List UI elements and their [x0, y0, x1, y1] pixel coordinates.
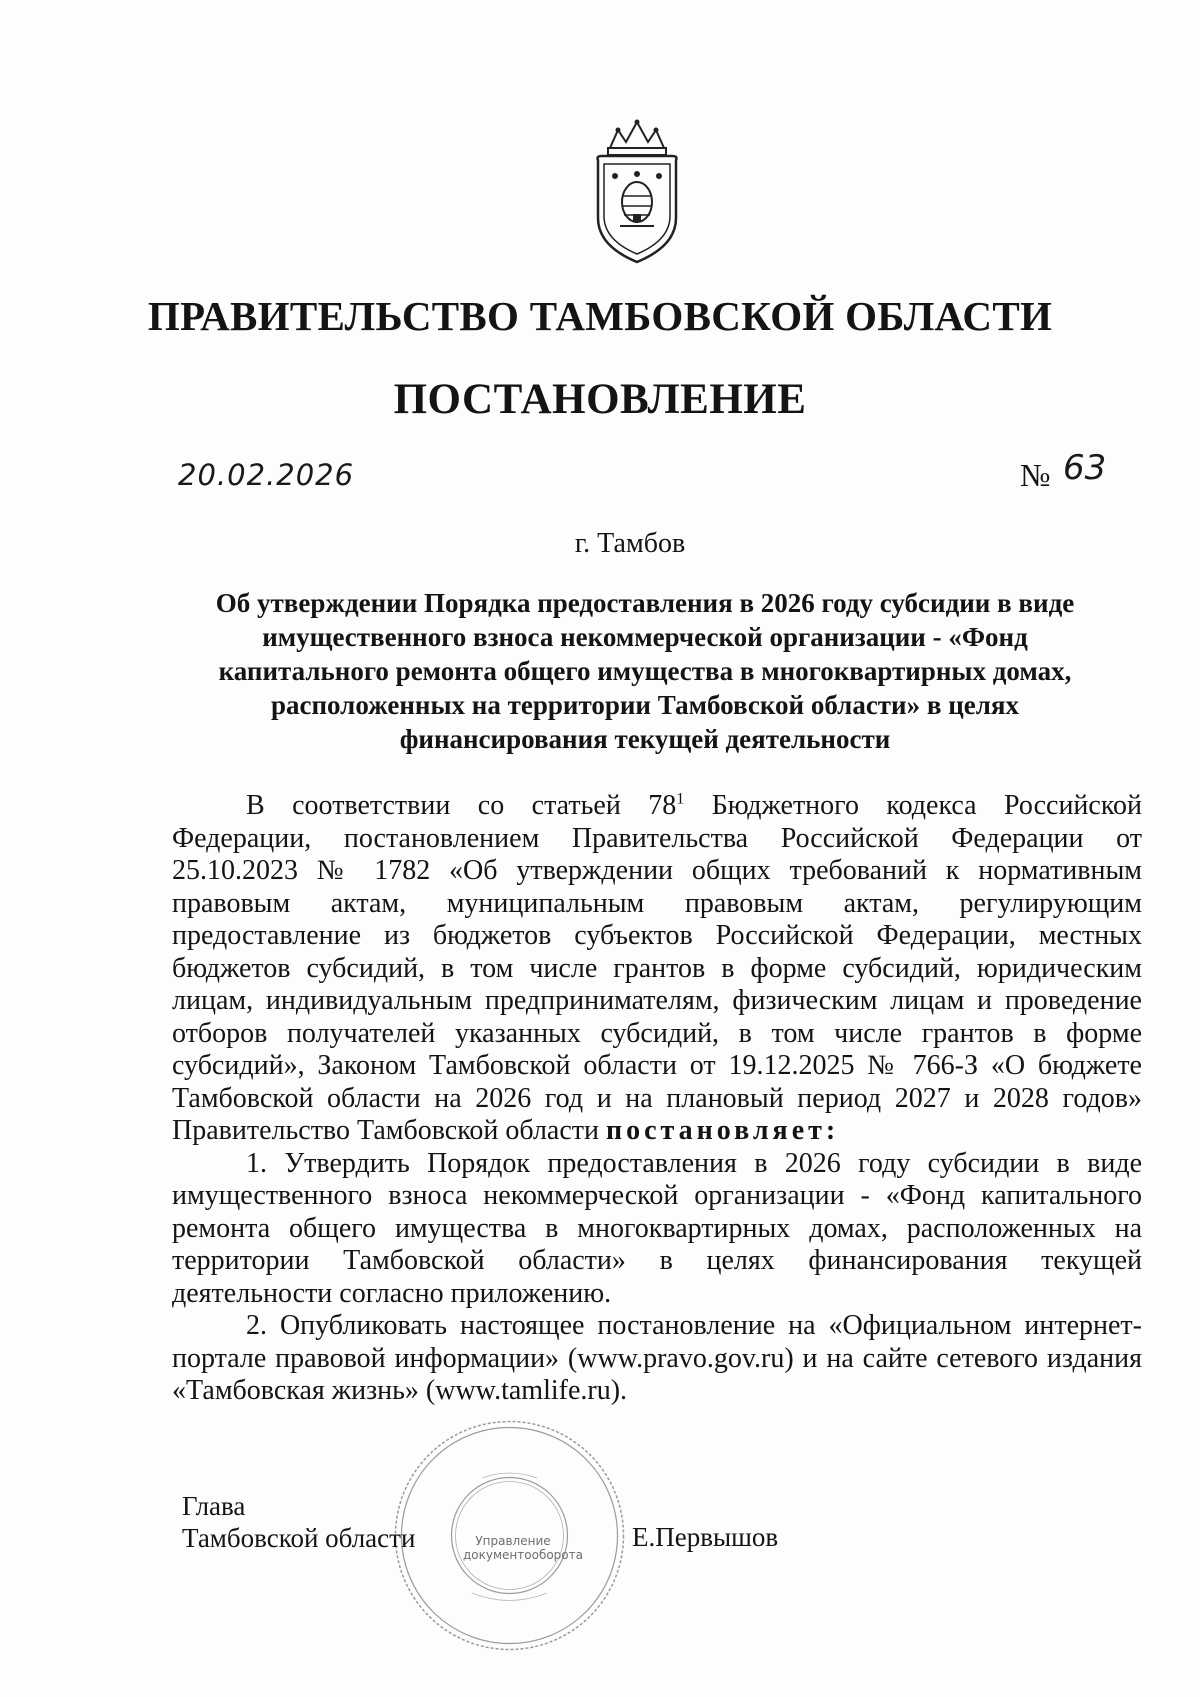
- seal-inner-text: Управление документооборота: [463, 1534, 583, 1562]
- city: г. Тамбов: [574, 528, 686, 559]
- document-kind: ПОСТАНОВЛЕНИЕ: [393, 376, 807, 423]
- signatory-post-line-2: Тамбовской области: [182, 1523, 416, 1553]
- coat-of-arms-icon: [590, 118, 684, 266]
- preamble-text-end: Бюджетного кодекса Российской Федерации, постановлением Правительства Российской Федерации от 25.10.2023 № 1782 «Об утверждении общих требований к нормативным правовым актам, муниципальным правовым актам, регулирующим предоставление из бюджетов субъектов Российской Федерации, местных бюджетов субсидий, в том числе грантов в форме субсидий, юридическим лицам, индивидуальным предпринимателям, физическим лицам и проведение отборов получателей указанных субсидий, в том числе грантов в форме субсидий», Законом Тамбовской области от 19.12.2025 № 766-З «О бюджете Тамбовской области на 2026 год и на плановый период 2027 и 2028 годов» Правительство Тамбовской области: [172, 790, 1142, 1146]
- preamble-paragraph: [172, 790, 1142, 1148]
- document-body: [172, 790, 1142, 1408]
- signatory-post: [182, 1490, 415, 1554]
- document-title: Об утверждении Порядка предоставления в 2026 году субсидии в виде имущественного взноса некоммерческой организации - «Фонд капитального ремонта общего имущества в многоквартирных домах, расположенных на территории Тамбовской области» в целях финансирования текущей деятельности: [215, 588, 1075, 754]
- item-1-paragraph: 1. Утвердить Порядок предоставления в 2026 году субсидии в виде имущественного взноса некоммерческой организации - «Фонд капитального ремонта общего имущества в многоквартирных домах, расположенных на территории Тамбовской области» в целях финансирования текущей деятельности согласно приложению.: [172, 1147, 1142, 1309]
- signatory-name: Е.Первышов: [632, 1522, 779, 1552]
- document-number: 63: [1063, 448, 1107, 488]
- article-superscript: 1: [676, 790, 685, 808]
- organization-title: ПРАВИТЕЛЬСТВО ТАМБОВСКОЙ ОБЛАСТИ: [147, 293, 1053, 339]
- preamble-text-start: В соответствии со статьей 78: [246, 790, 677, 821]
- document-date: 20.02.2026: [178, 458, 355, 492]
- number-label: №: [1020, 457, 1051, 493]
- signatory-post-line-1: Глава: [182, 1491, 246, 1521]
- preamble-action: постановляет:: [606, 1115, 840, 1146]
- item-2-paragraph: 2. Опубликовать настоящее постановление на «Официальном интернет-портале правовой информации» (www.pravo.gov.ru) и на сайте сетевого издания «Тамбовская жизнь» (www.tamlife.ru).: [172, 1310, 1142, 1406]
